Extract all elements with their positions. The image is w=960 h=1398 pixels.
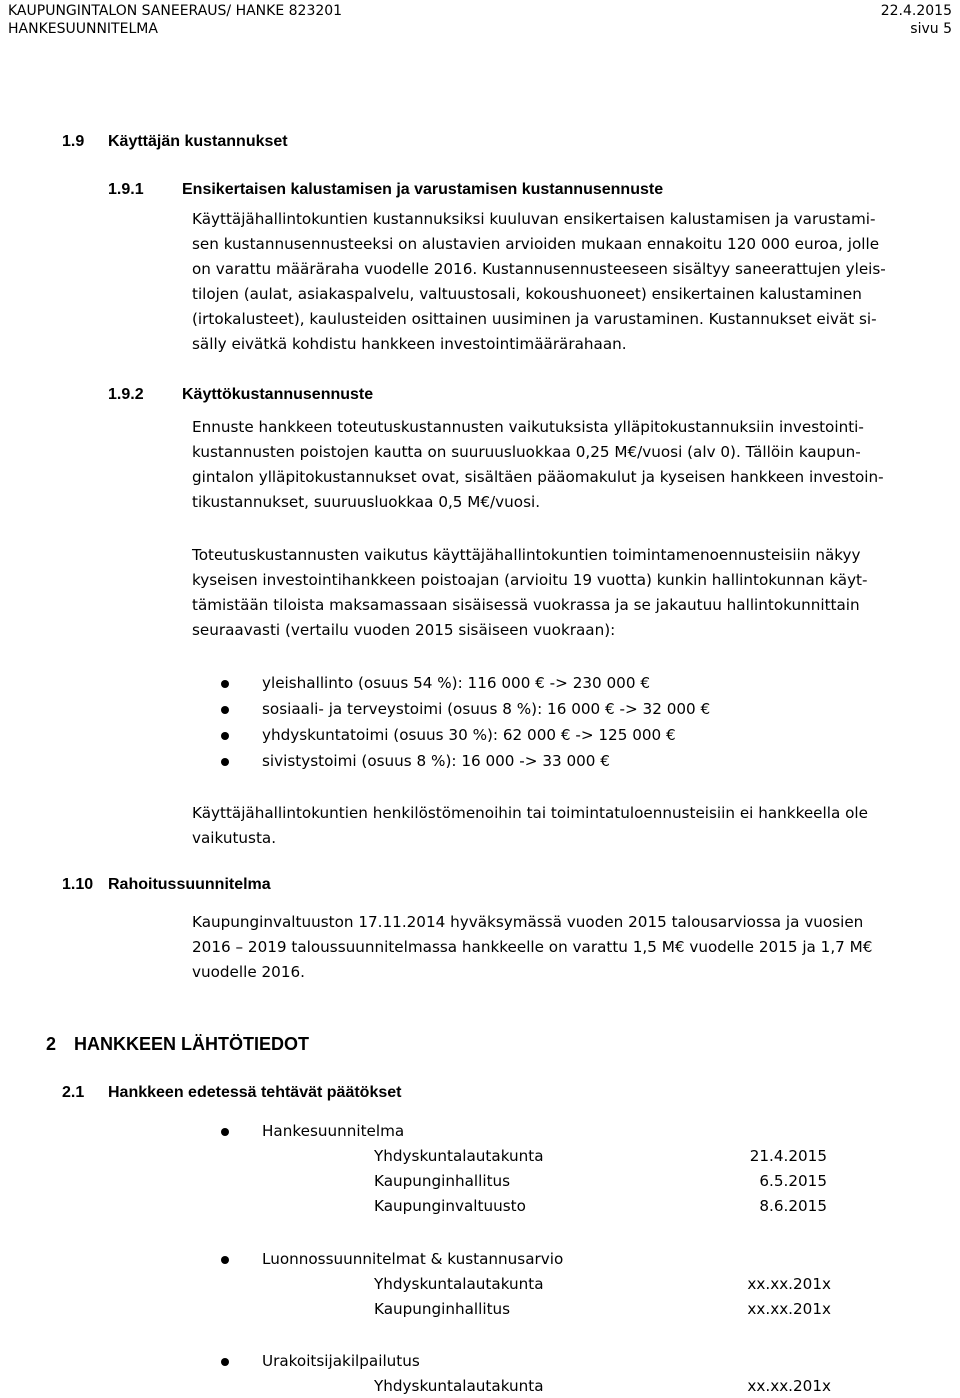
heading-1-9-title: Käyttäjän kustannukset	[108, 133, 288, 150]
decision-date: 6.5.2015	[759, 1172, 827, 1190]
bullet-item: sosiaali- ja terveystoimi (osuus 8 %): 16 000 € -> 32 000 €	[262, 700, 711, 718]
paragraph-line: 2016 – 2019 taloussuunnitelmassa hankkeelle on varattu 1,5 M€ vuodelle 2015 ja 1,7 M€	[192, 938, 873, 956]
bullet-icon	[221, 732, 229, 740]
bullet-icon	[221, 1358, 229, 1366]
heading-1-9-1-title: Ensikertaisen kalustamisen ja varustamisen kustannusennuste	[182, 181, 664, 198]
paragraph-line: Toteutuskustannusten vaikutus käyttäjähallintokuntien toimintamenoennusteisiin näkyy	[192, 546, 861, 564]
decision-body: Kaupunginhallitus	[374, 1300, 511, 1318]
paragraph-line: on varattu määräraha vuodelle 2016. Kustannusennusteeseen sisältyy saneerattujen yleis-	[192, 260, 886, 278]
heading-1-9-number: 1.9	[62, 133, 85, 150]
decision-body: Kaupunginvaltuusto	[374, 1197, 526, 1215]
decision-date: 8.6.2015	[759, 1197, 827, 1215]
paragraph-line: vuodelle 2016.	[192, 963, 305, 981]
bullet-icon	[221, 706, 229, 714]
paragraph-line: Käyttäjähallintokuntien kustannuksiksi kuuluvan ensikertaisen kalustamisen ja varustami-	[192, 210, 876, 228]
paragraph-line: Ennuste hankkeen toteutuskustannusten vaikutuksista ylläpitokustannuksiin investointi-	[192, 418, 864, 436]
decision-body: Yhdyskuntalautakunta	[374, 1275, 544, 1293]
decision-body: Yhdyskuntalautakunta	[374, 1377, 544, 1395]
paragraph-line: tilojen (aulat, asiakaspalvelu, valtuustosali, kokoushuoneet) ensikertainen kalustaminen	[192, 285, 862, 303]
decision-date: xx.xx.201x	[747, 1300, 831, 1318]
heading-2-number: 2	[46, 1034, 57, 1054]
paragraph-line: sen kustannusennusteeksi on alustavien arvioiden mukaan ennakoitu 120 000 euroa, jolle	[192, 235, 880, 253]
bullet-item: yhdyskuntatoimi (osuus 30 %): 62 000 € -> 125 000 €	[262, 726, 676, 744]
heading-2-1-title: Hankkeen edetessä tehtävät päätökset	[108, 1084, 402, 1101]
paragraph-1-10	[192, 910, 872, 985]
heading-1-10-title: Rahoitussuunnitelma	[108, 876, 271, 893]
paragraph-line: seuraavasti (vertailu vuoden 2015 sisäiseen vuokraan):	[192, 621, 616, 639]
paragraph-1-9-2-a	[192, 415, 884, 515]
paragraph-line: gintalon ylläpitokustannukset ovat, sisältäen pääomakulut ja kyseisen hankkeen investoin-	[192, 468, 884, 486]
bullet-icon	[221, 758, 229, 766]
heading-1-9-2-number: 1.9.2	[108, 386, 144, 403]
paragraph-line: kustannusten poistojen kautta on suuruusluokkaa 0,25 M€/vuosi (alv 0). Tällöin kaupun-	[192, 443, 861, 461]
bullet-icon	[221, 680, 229, 688]
decision-group-title: Hankesuunnitelma	[262, 1122, 405, 1140]
heading-2-1-number: 2.1	[62, 1084, 85, 1101]
header-doc-type: HANKESUUNNITELMA	[8, 21, 158, 37]
paragraph-line: Kaupunginvaltuuston 17.11.2014 hyväksymässä vuoden 2015 talousarviossa ja vuosien	[192, 913, 864, 931]
paragraph-1-9-1	[192, 207, 886, 357]
bullet-icon	[221, 1128, 229, 1136]
decision-group-title: Luonnossuunnitelmat & kustannusarvio	[262, 1250, 564, 1268]
header-page: sivu 5	[910, 21, 952, 37]
bullet-item: sivistystoimi (osuus 8 %): 16 000 -> 33 000 €	[262, 752, 610, 770]
paragraph-line: sälly eivätkä kohdistu hankkeen investointimäärärahaan.	[192, 335, 627, 353]
decision-body: Yhdyskuntalautakunta	[374, 1147, 544, 1165]
paragraph-1-9-2-b	[192, 543, 868, 643]
decision-date: xx.xx.201x	[747, 1275, 831, 1293]
heading-1-10-number: 1.10	[62, 876, 94, 893]
bullet-item: yleishallinto (osuus 54 %): 116 000 € -> 230 000 €	[262, 674, 651, 692]
heading-1-9-1-number: 1.9.1	[108, 181, 144, 198]
paragraph-line: kyseisen investointihankkeen poistoajan (arvioitu 19 vuotta) kunkin hallintokunnan käyt-	[192, 571, 868, 589]
paragraph-1-9-2-c	[192, 801, 868, 851]
paragraph-line: Käyttäjähallintokuntien henkilöstömenoihin tai toimintatuloennusteisiin ei hankkeella ole	[192, 804, 868, 822]
heading-1-9-2-title: Käyttökustannusennuste	[182, 386, 374, 403]
paragraph-line: (irtokalusteet), kaulusteiden osittainen uusiminen ja varustaminen. Kustannukset eivät si-	[192, 310, 877, 328]
header-date: 22.4.2015	[880, 3, 952, 19]
decision-date: xx.xx.201x	[747, 1377, 831, 1395]
paragraph-line: tämistään tiloista maksamassaan sisäisessä vuokrassa ja se jakautuu hallintokunnittain	[192, 596, 860, 614]
decision-date: 21.4.2015	[749, 1147, 827, 1165]
paragraph-line: vaikutusta.	[192, 829, 277, 847]
paragraph-line: tikustannukset, suuruusluokkaa 0,5 M€/vuosi.	[192, 493, 541, 511]
decision-group-title: Urakoitsijakilpailutus	[262, 1352, 420, 1370]
header-project: KAUPUNGINTALON SANEERAUS/ HANKE 823201	[8, 3, 343, 19]
decision-body: Kaupunginhallitus	[374, 1172, 511, 1190]
bullet-icon	[221, 1256, 229, 1264]
heading-2-title: HANKKEEN LÄHTÖTIEDOT	[74, 1034, 309, 1054]
